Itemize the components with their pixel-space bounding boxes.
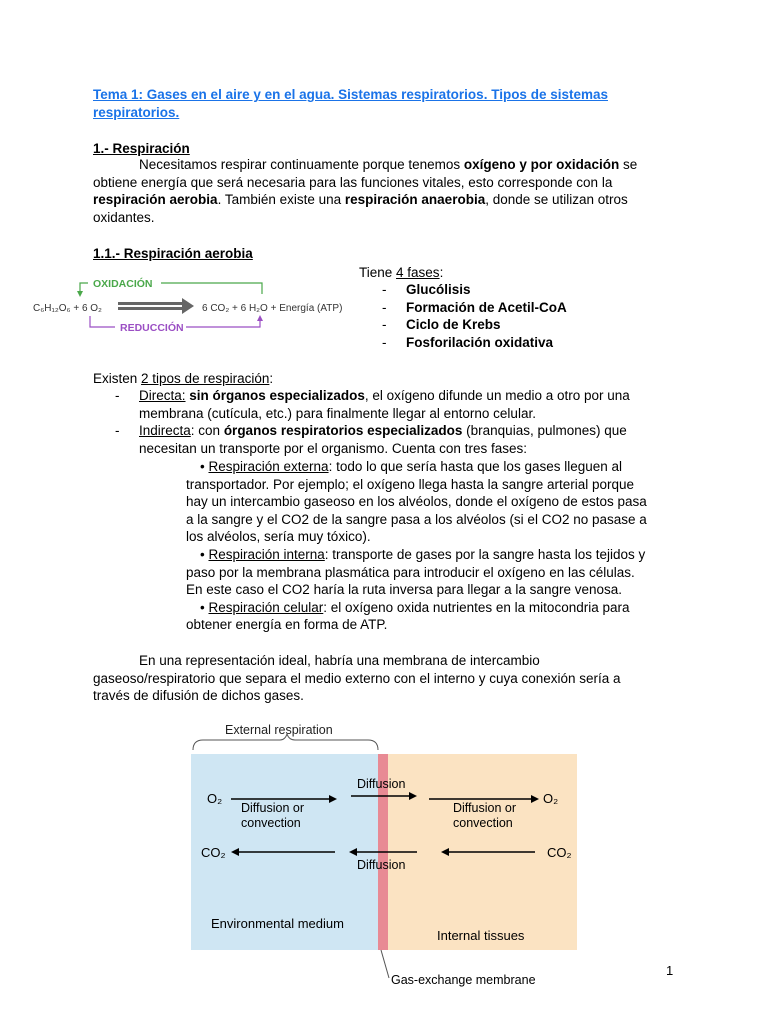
co2-left-label: CO₂ (201, 845, 226, 860)
fases-indirecta (186, 458, 686, 634)
o2-left-label: O₂ (207, 791, 223, 806)
respiracion-interna: • Respiración interna: transporte de gases por la sangre hasta los tejidos y paso por la membrana plasmática para introducir el oxígeno en las células. En este caso el CO2 haría la ruta inversa para llegar a la sangre venosa. (186, 546, 646, 598)
oxidation-reduction-equation (30, 272, 360, 336)
tipos-list (115, 387, 695, 457)
page-number: 1 (666, 963, 674, 978)
gas-exchange-membrane-label: Gas-exchange membrane (391, 973, 536, 987)
ideal-paragraph: En una representación ideal, habría una membrana de intercambio gaseoso/respiratorio que separa el medio externo con el interno y cuya conexión sería a través de difusión de dichos gases. (93, 653, 621, 704)
respiracion-celular: • Respiración celular: el oxígeno oxida nutrientes en la mitocondria para obtener energía en forma de ATP. (186, 599, 630, 633)
list-item-indirecta: - Indirecta: con órganos respiratorios especializados (branquias, pulmones) que necesitan un transporte por el organismo. Cuenta con tres fases: (115, 423, 627, 456)
environmental-medium-label: Environmental medium (211, 916, 344, 931)
respiracion-externa: • Respiración externa: todo lo que sería hasta que los gases lleguen al transportador. Por ejemplo; el oxígeno llega hasta la sangre arterial porque hay un intercambio gaseoso en los alvéolos, donde el oxígeno de estos pasa a la sangre y el CO2 de la sangre pasa a los alvéolos (si el CO2 no pasase a los alvéolos, sería muy tóxico). (186, 459, 647, 545)
o2-right-label: O₂ (543, 791, 559, 806)
section-heading-aerobia: 1.1.- Respiración aerobia (93, 246, 253, 261)
svg-text:Diffusion or: Diffusion or (453, 801, 516, 815)
list-item: - Ciclo de Krebs (382, 317, 501, 333)
equation-left: C₆H₁₂O₆ + 6 O₂ (33, 303, 102, 314)
diffusion-top-label: Diffusion (357, 777, 406, 791)
tipos-intro: Existen 2 tipos de respiración: (93, 371, 274, 386)
svg-text:convection: convection (241, 816, 301, 830)
respiracion-paragraph: Necesitamos respirar continuamente porque tenemos oxígeno y por oxidación se obtiene energía que será necesaria para las funciones vitales, esto corresponde con la respiración aerobia. También existe una respiración anaerobia, donde se utilizan otros oxidantes. (93, 157, 638, 225)
reduccion-label: REDUCCIÓN (120, 322, 184, 334)
equation-right: 6 CO₂ + 6 H₂O + Energía (ATP) (202, 303, 343, 314)
fases-list (382, 281, 567, 351)
list-item-directa: - Directa: sin órganos especializados, el oxígeno difunde un medio a otro por una membrana (cutícula, etc.) para finalmente llegar al entorno celular. (115, 388, 630, 421)
list-item: - Formación de Acetil-CoA (382, 299, 567, 315)
document-title: Tema 1: Gases en el aire y en el agua. Sistemas respiratorios. Tipos de sistemas respiratorios. (93, 87, 608, 120)
svg-text:Diffusion or: Diffusion or (241, 801, 304, 815)
list-item: - Fosforilación oxidativa (382, 334, 554, 350)
section-heading-respiracion: 1.- Respiración (93, 141, 190, 156)
gas-exchange-figure (185, 716, 585, 994)
external-respiration-label: External respiration (225, 723, 333, 737)
svg-text:convection: convection (453, 816, 513, 830)
fases-intro: Tiene 4 fases: (359, 265, 444, 280)
oxidacion-label: OXIDACIÓN (93, 278, 153, 290)
list-item: - Glucólisis (382, 282, 471, 297)
diffusion-bottom-label: Diffusion (357, 858, 406, 872)
co2-right-label: CO₂ (547, 845, 572, 860)
internal-tissues-label: Internal tissues (437, 928, 525, 943)
